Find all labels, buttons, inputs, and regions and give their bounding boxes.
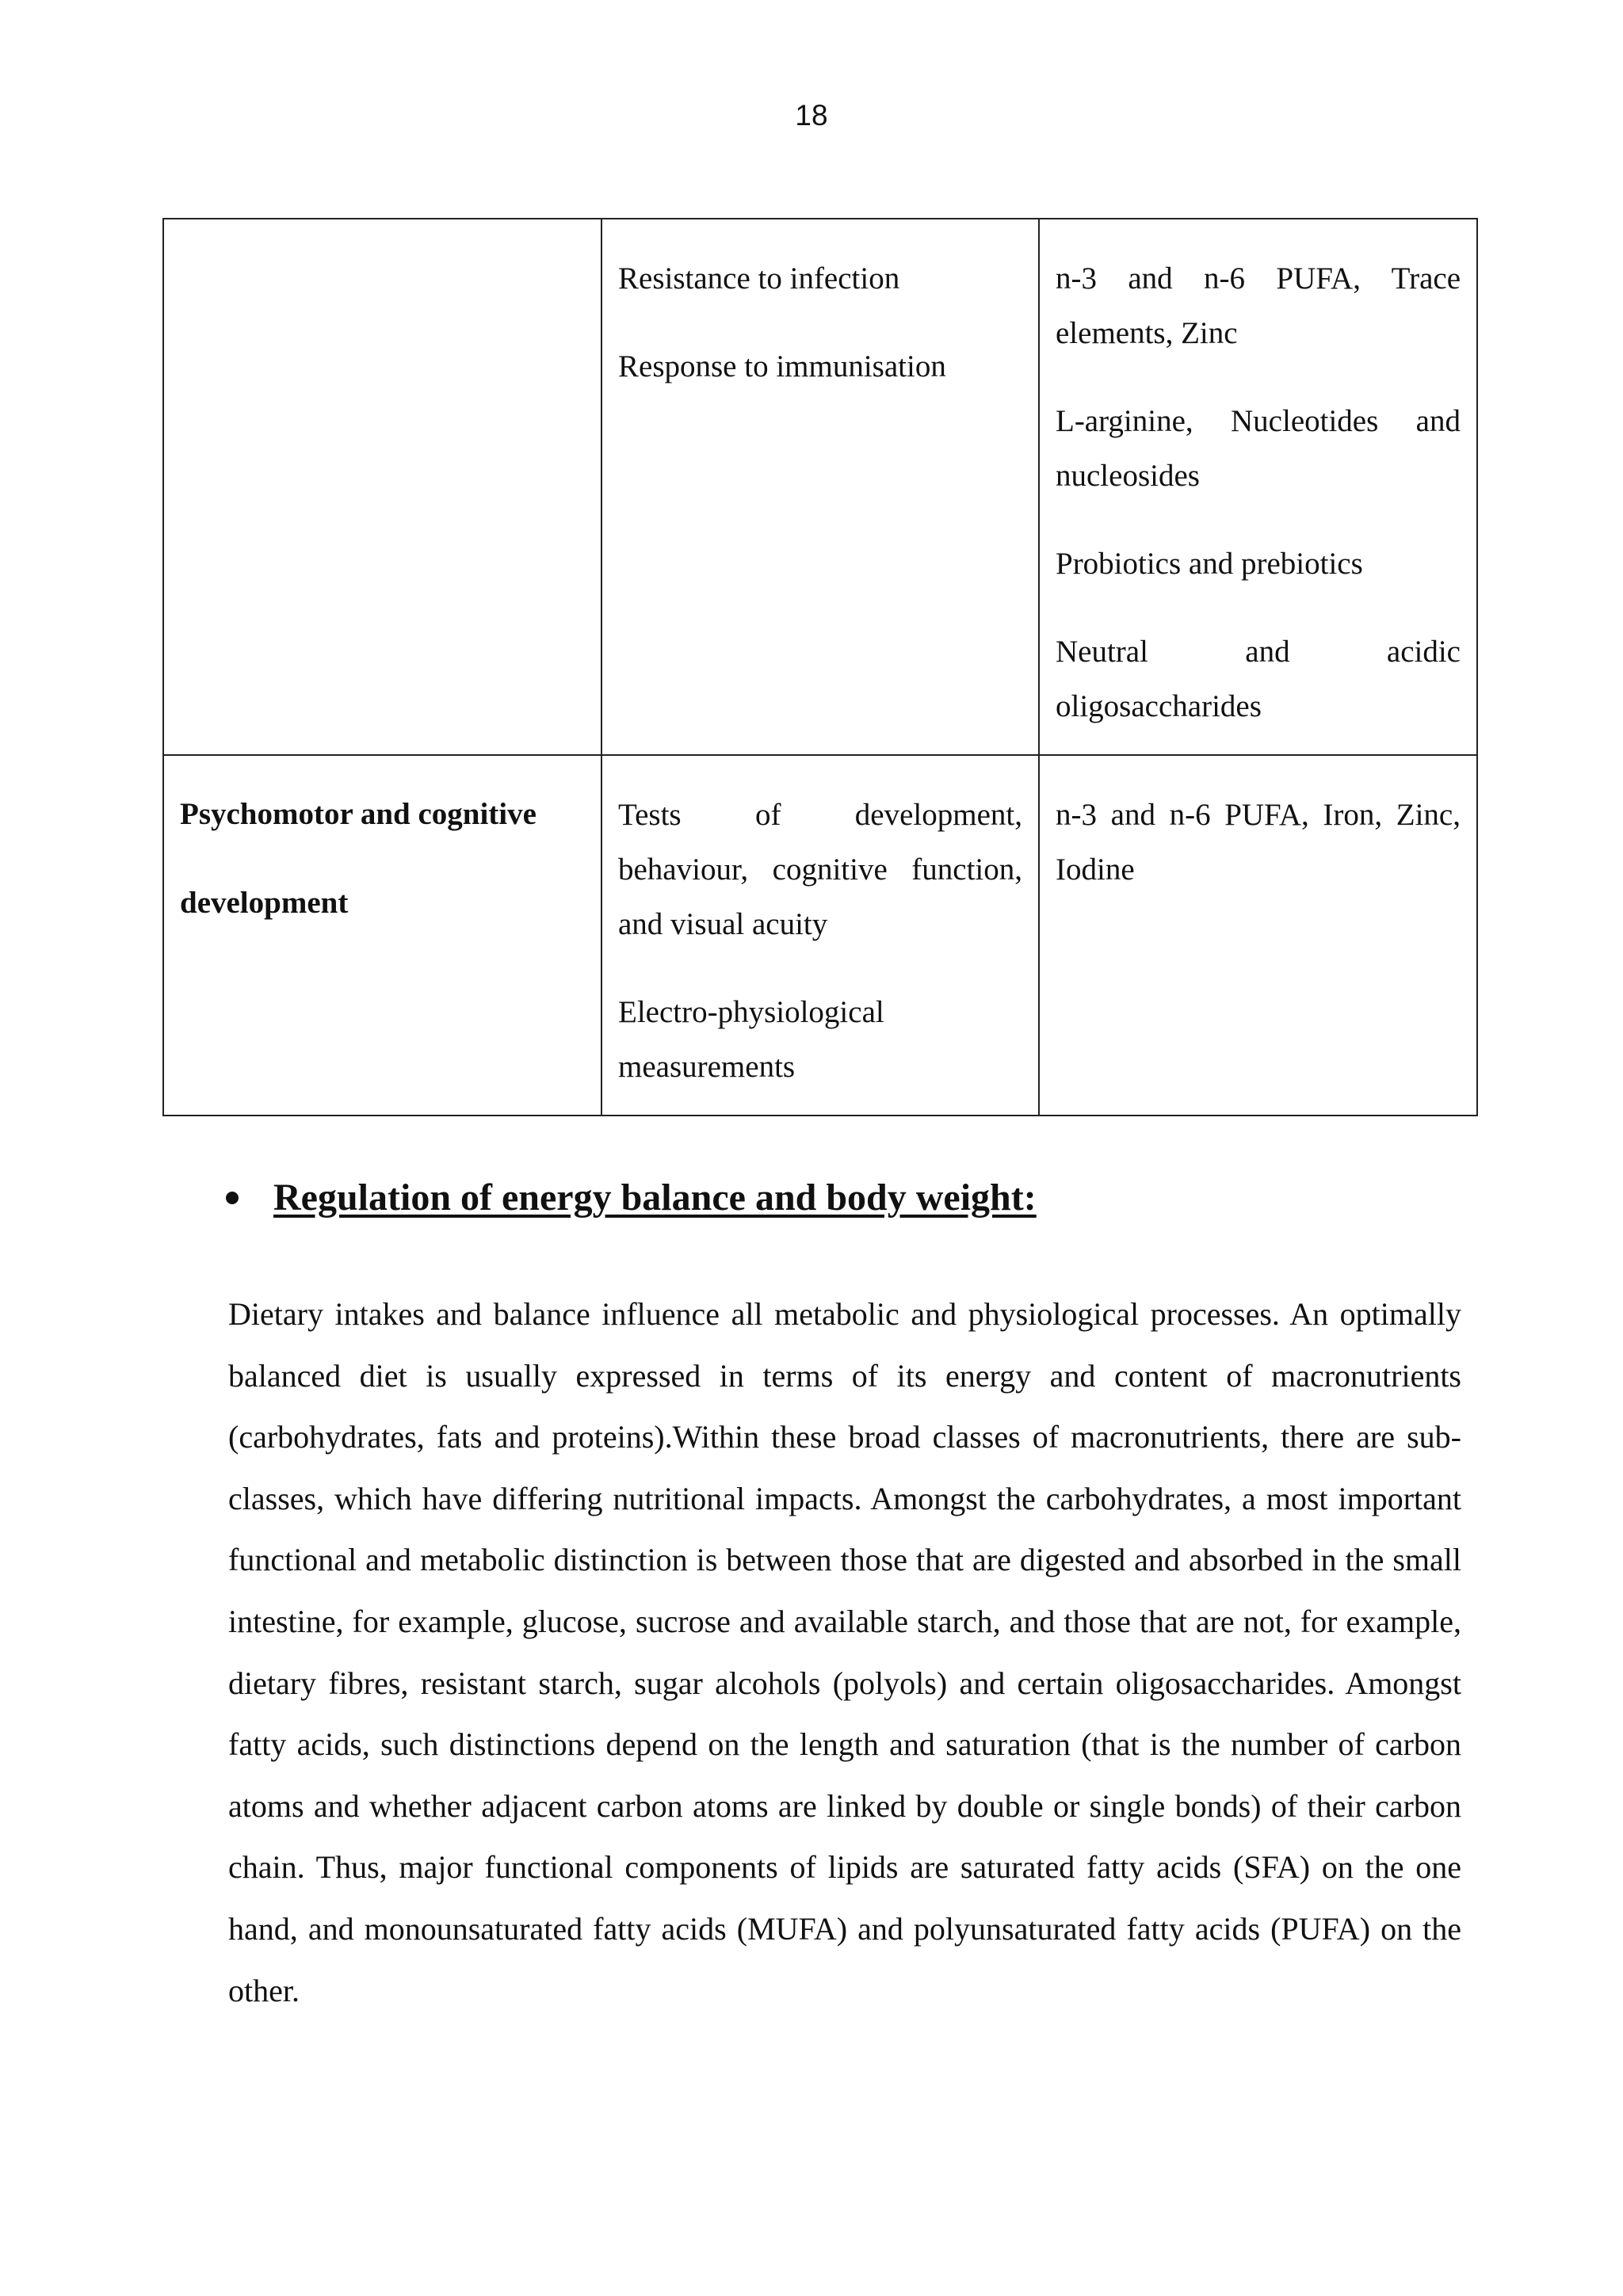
nutrient-item: n-3 and n-6 PUFA, Trace elements, Zinc bbox=[1056, 261, 1461, 350]
table-cell-topic bbox=[163, 219, 601, 755]
table-row bbox=[163, 219, 1477, 755]
table-cell-nutrients bbox=[1039, 219, 1477, 755]
table-cell-measures bbox=[601, 219, 1039, 755]
nutrient-item: Neutral and acidic oligosaccharides bbox=[1056, 635, 1461, 723]
topic-label: Psychomotor and cognitive development bbox=[180, 797, 537, 920]
measure-item: Resistance to infection bbox=[618, 261, 900, 296]
measure-item: Response to immunisation bbox=[618, 349, 946, 383]
body-paragraph: Dietary intakes and balance influence all metabolic and physiological processes. An optimally balanced diet is usually expressed in terms of its energy and content of macronutrients (carbohydrates, fats and proteins).Within these broad classes of macronutrients, there are sub-classes, which have differing nutritional impacts. Amongst the carbohydrates, a most important functional and metabolic distinction is between those that are digested and absorbed in the small intestine, for example, glucose, sucrose and available starch, and those that are not, for example, dietary fibres, resistant starch, sugar alcohols (polyols) and certain oligosaccharides. Amongst fatty acids, such distinctions depend on the length and saturation (that is the number of carbon atoms and whether adjacent carbon atoms are linked by double or single bonds) of their carbon chain. Thus, major functional components of lipids are saturated fatty acids (SFA) on the one hand, and monounsaturated fatty acids (MUFA) and polyunsaturated fatty acids (PUFA) on the other. bbox=[228, 1296, 1461, 2008]
measure-item: Tests of development, behaviour, cognitive function, and visual acuity bbox=[618, 798, 1022, 941]
table-row bbox=[163, 755, 1477, 1116]
page-number: 18 bbox=[795, 99, 828, 132]
table-cell-measures bbox=[601, 755, 1039, 1116]
nutrient-item: L-arginine, Nucleotides and nucleosides bbox=[1056, 404, 1461, 493]
section-heading bbox=[226, 1174, 1037, 1222]
nutrient-item: n-3 and n-6 PUFA, Iron, Zinc, Iodine bbox=[1056, 798, 1461, 887]
bullet-icon bbox=[226, 1192, 239, 1204]
nutrition-outcomes-table bbox=[162, 218, 1478, 1116]
nutrient-item: Probiotics and prebiotics bbox=[1056, 547, 1363, 581]
measure-item: Electro-physiological measurements bbox=[618, 995, 884, 1084]
table-cell-topic bbox=[163, 755, 601, 1116]
section-heading-text: Regulation of energy balance and body weight: bbox=[273, 1177, 1037, 1219]
table-cell-nutrients bbox=[1039, 755, 1477, 1116]
